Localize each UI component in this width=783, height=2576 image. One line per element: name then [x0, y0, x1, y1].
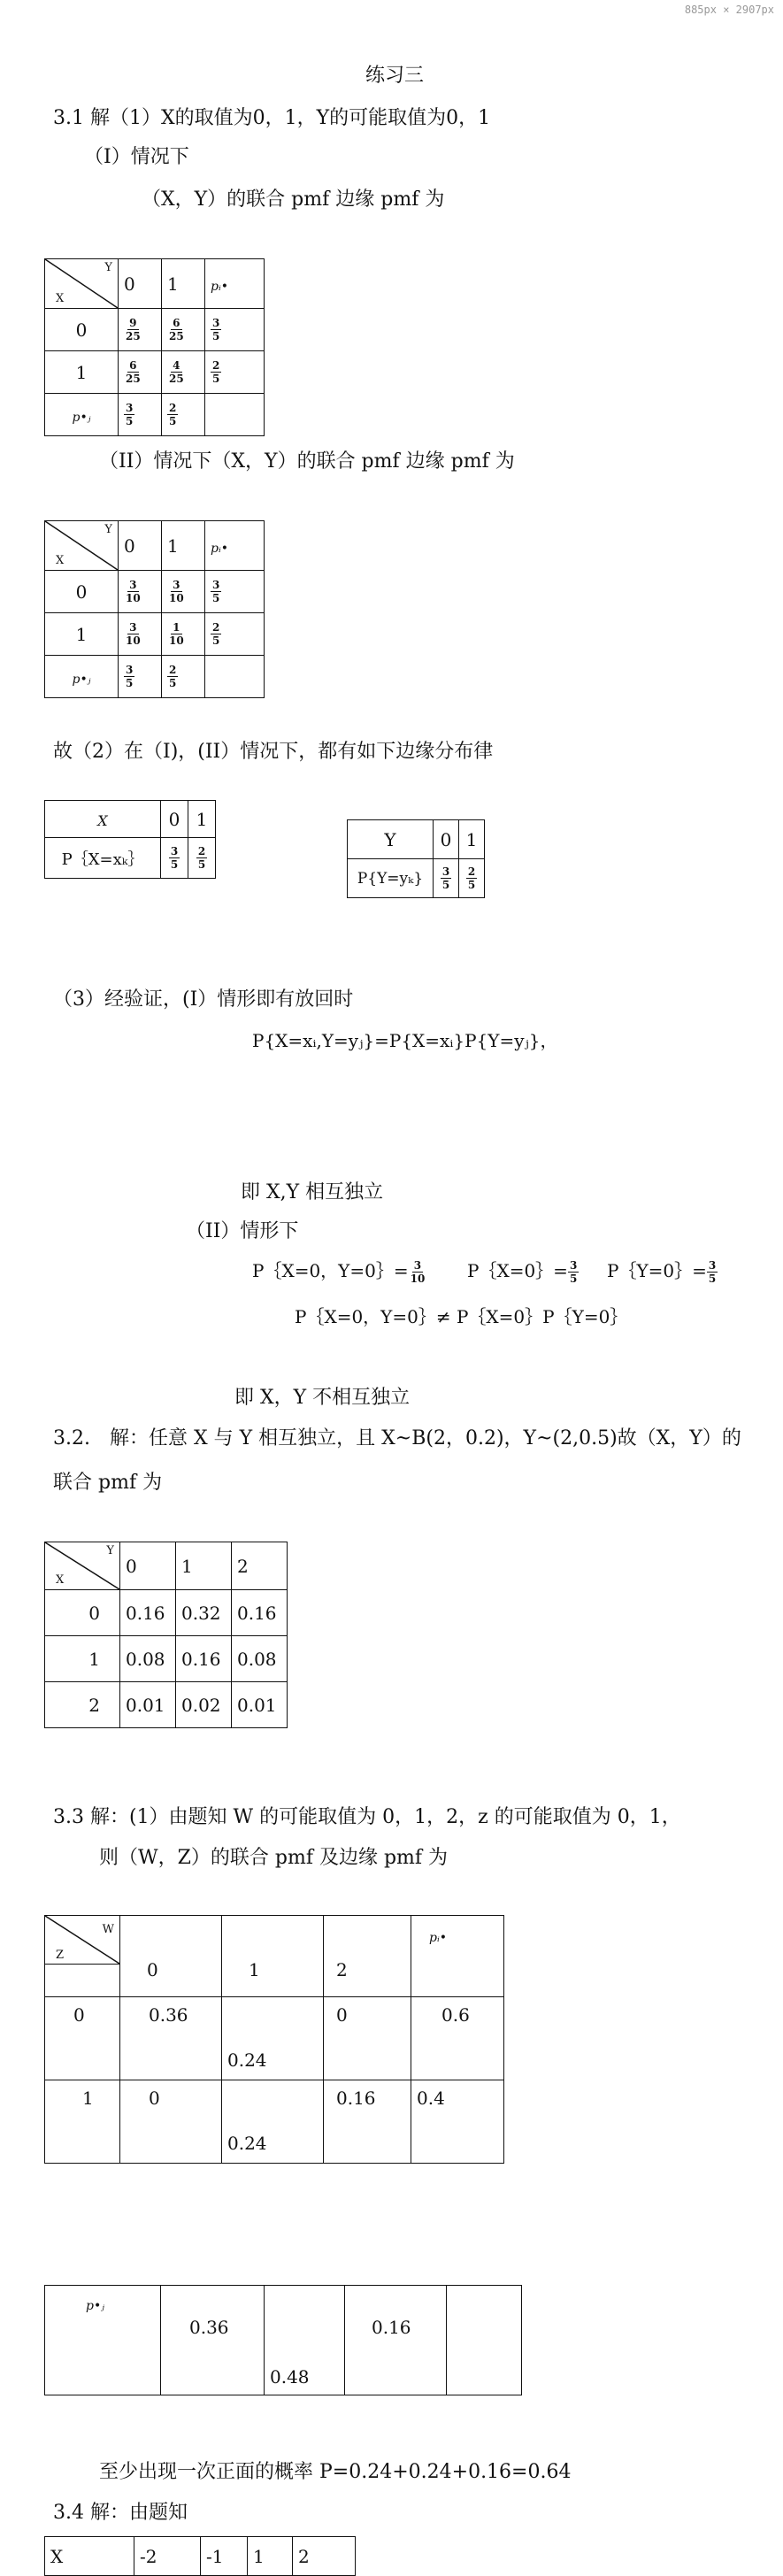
header-x: X: [56, 292, 65, 305]
col-header: 0: [120, 1542, 176, 1590]
header-x: X: [56, 554, 65, 567]
fraction: $\frac{2}{5}$: [169, 402, 177, 427]
marginal-y-table: [347, 819, 485, 898]
col-header: 1: [162, 521, 205, 571]
fraction: $\frac{3}{5}$: [212, 317, 220, 342]
cell: 0.36: [161, 2286, 265, 2395]
row-label: 0: [45, 309, 119, 351]
row-label: 0: [45, 1997, 120, 2080]
joint-pmf-table-4: [44, 1915, 504, 2164]
col-header: 1: [459, 820, 485, 859]
col-header: 2: [324, 1916, 411, 1997]
p-xy-text: P｛X=0，Y=0｝=: [252, 1260, 409, 1281]
dimension-label: 885px × 2907px: [684, 4, 774, 16]
col-header: 0: [120, 1916, 222, 1997]
col-header: 1: [188, 801, 216, 838]
cell: 0: [120, 2080, 222, 2164]
s31-not-indep: 即 X，Y 不相互独立: [234, 1387, 411, 1409]
p-i-header: pᵢ•: [211, 541, 229, 556]
s31-conclusion2: 故（2）在（I)，(II）情况下，都有如下边缘分布律: [53, 741, 494, 763]
fraction: $\frac{3}{10}$: [126, 579, 141, 604]
s34-line1: 3.4 解：由题知: [53, 2502, 188, 2524]
s31-case2-head: （II）情形下: [186, 1220, 299, 1242]
fraction: $\frac{3}{5}$: [126, 664, 134, 689]
header-y: Y: [104, 523, 112, 536]
diagonal-header-cell: [45, 1916, 120, 1997]
row-label: 0: [45, 571, 119, 613]
s33-line1: 3.3 解：(1）由题知 W 的可能取值为 0，1，2，z 的可能取值为 0，1，: [53, 1806, 681, 1828]
x-row-label: P｛X=xₖ｝: [45, 838, 161, 879]
page-title: 练习三: [365, 65, 425, 87]
s31-case1-desc: （X，Y）的联合 pmf 边缘 pmf 为: [142, 188, 445, 211]
row-label: 1: [45, 1636, 120, 1682]
fraction: $\frac{3}{5}$: [569, 1259, 578, 1285]
fraction: $\frac{2}{5}$: [212, 621, 220, 647]
cell: 0.36: [120, 1997, 222, 2080]
fraction: $\frac{6}{25}$: [169, 317, 184, 342]
fraction: $\frac{3}{10}$: [126, 621, 141, 647]
fraction: $\frac{3}{5}$: [170, 845, 179, 871]
cell: 0.01: [120, 1682, 176, 1728]
s31-case1: （I）情况下: [84, 146, 189, 168]
row-label: 1: [45, 2080, 120, 2164]
x-head: X: [97, 811, 108, 829]
row-label: 0: [45, 1590, 120, 1636]
cell: 0.08: [120, 1636, 176, 1682]
p-j-label: p•ⱼ: [72, 672, 91, 687]
marginal-w-table: [44, 2285, 522, 2395]
fraction: $\frac{4}{25}$: [169, 359, 184, 385]
header-y: Y: [106, 1544, 114, 1557]
y-row-label: P{Y=yₖ}: [348, 859, 434, 898]
row-label: 1: [45, 351, 119, 394]
p-y-text: P｛Y=0｝=: [607, 1260, 707, 1281]
fraction: $\frac{2}{5}$: [467, 865, 476, 891]
s31-neq: P｛X=0，Y=0｝≠ P｛X=0｝P｛Y=0｝: [295, 1306, 628, 1327]
s32-line1: 3.2. 解：任意 X 与 Y 相互独立，且 X~B(2，0.2)，Y~(2,0.5)故（X，Y）的: [53, 1427, 741, 1449]
y-head: Y: [348, 820, 434, 859]
fraction: $\frac{1}{10}$: [169, 621, 184, 647]
s31-px-line: [467, 1257, 579, 1285]
s33-line2: 则（W，Z）的联合 pmf 及边缘 pmf 为: [99, 1847, 449, 1869]
header-x: X: [56, 1573, 65, 1587]
cell: 0.16: [176, 1636, 232, 1682]
header-z: Z: [56, 1949, 65, 1962]
fraction: $\frac{6}{25}$: [126, 359, 141, 385]
p-j-label: p•ⱼ: [72, 410, 91, 425]
s31-part3: （3）经验证，(I）情形即有放回时: [53, 988, 354, 1011]
s31-py-line: [607, 1257, 718, 1285]
fraction: $\frac{3}{10}$: [410, 1259, 426, 1285]
p-i-header: pᵢ•: [211, 279, 229, 294]
p-x-text: P｛X=0｝=: [467, 1260, 568, 1281]
diagonal-header-cell: [45, 259, 119, 309]
fraction: $\frac{2}{5}$: [169, 664, 177, 689]
col-header: 0: [161, 801, 188, 838]
cell: 0: [324, 1997, 411, 2080]
fraction: $\frac{9}{25}$: [126, 317, 141, 342]
fraction: $\frac{3}{5}$: [708, 1259, 717, 1285]
fraction: $\frac{2}{5}$: [197, 845, 206, 871]
header-w: W: [102, 1923, 114, 1936]
col-header: 2: [232, 1542, 288, 1590]
p-j-label: p•ⱼ: [86, 2299, 104, 2313]
col-header: 0: [119, 521, 162, 571]
col-header: 2: [293, 2537, 356, 2576]
cell: 0.6: [411, 1997, 504, 2080]
diagonal-header-cell: [45, 521, 119, 571]
cell: 0.16: [345, 2286, 447, 2395]
col-header: 1: [222, 1916, 324, 1997]
cell: 0.01: [232, 1682, 288, 1728]
cell: 0.4: [411, 2080, 504, 2164]
joint-pmf-table-1: [44, 258, 265, 436]
cell: 0.16: [120, 1590, 176, 1636]
cell: 0.16: [324, 2080, 411, 2164]
header-y: Y: [104, 261, 112, 274]
marginal-x-table: [44, 800, 216, 879]
fraction: $\frac{3}{5}$: [126, 402, 134, 427]
cell: 0.08: [232, 1636, 288, 1682]
fraction: $\frac{3}{10}$: [169, 579, 184, 604]
diagonal-header-cell: [45, 1542, 120, 1590]
s33-prob: 至少出现一次正面的概率 P=0.24+0.24+0.16=0.64: [99, 2461, 572, 2483]
cell: 0.02: [176, 1682, 232, 1728]
s31-case2-desc: （II）情况下（X，Y）的联合 pmf 边缘 pmf 为: [99, 450, 515, 473]
cell: 0.16: [232, 1590, 288, 1636]
s31-pxy-line: [252, 1257, 426, 1285]
cell: 0.24: [222, 2080, 324, 2164]
col-header: -1: [201, 2537, 248, 2576]
joint-pmf-table-2: [44, 520, 265, 698]
col-header: 0: [119, 259, 162, 309]
fraction: $\frac{2}{5}$: [212, 359, 220, 385]
s31-indep: 即 X,Y 相互独立: [241, 1181, 384, 1203]
s32-line2: 联合 pmf 为: [53, 1472, 163, 1494]
col-header: 1: [176, 1542, 232, 1590]
s31-eq3: P{X=xᵢ,Y=yⱼ}=P{X=xᵢ}P{Y=yⱼ}，: [252, 1030, 558, 1051]
fraction: $\frac{3}{5}$: [212, 579, 220, 604]
col-header: 1: [162, 259, 205, 309]
distribution-table-x: [44, 2536, 356, 2576]
cell: 0.48: [265, 2286, 345, 2395]
row-label: 1: [45, 613, 119, 656]
x-head: X: [45, 2537, 134, 2576]
s31-line1: 3.1 解（1）X的取值为0，1，Y的可能取值为0，1: [53, 107, 491, 129]
fraction: $\frac{3}{5}$: [441, 865, 450, 891]
col-header: 1: [248, 2537, 293, 2576]
col-header: 0: [434, 820, 459, 859]
col-header: -2: [134, 2537, 201, 2576]
cell: 0.32: [176, 1590, 232, 1636]
cell: 0.24: [222, 1997, 324, 2080]
joint-pmf-table-3: [44, 1542, 288, 1728]
p-i-header: pᵢ•: [429, 1931, 448, 1945]
row-label: 2: [45, 1682, 120, 1728]
